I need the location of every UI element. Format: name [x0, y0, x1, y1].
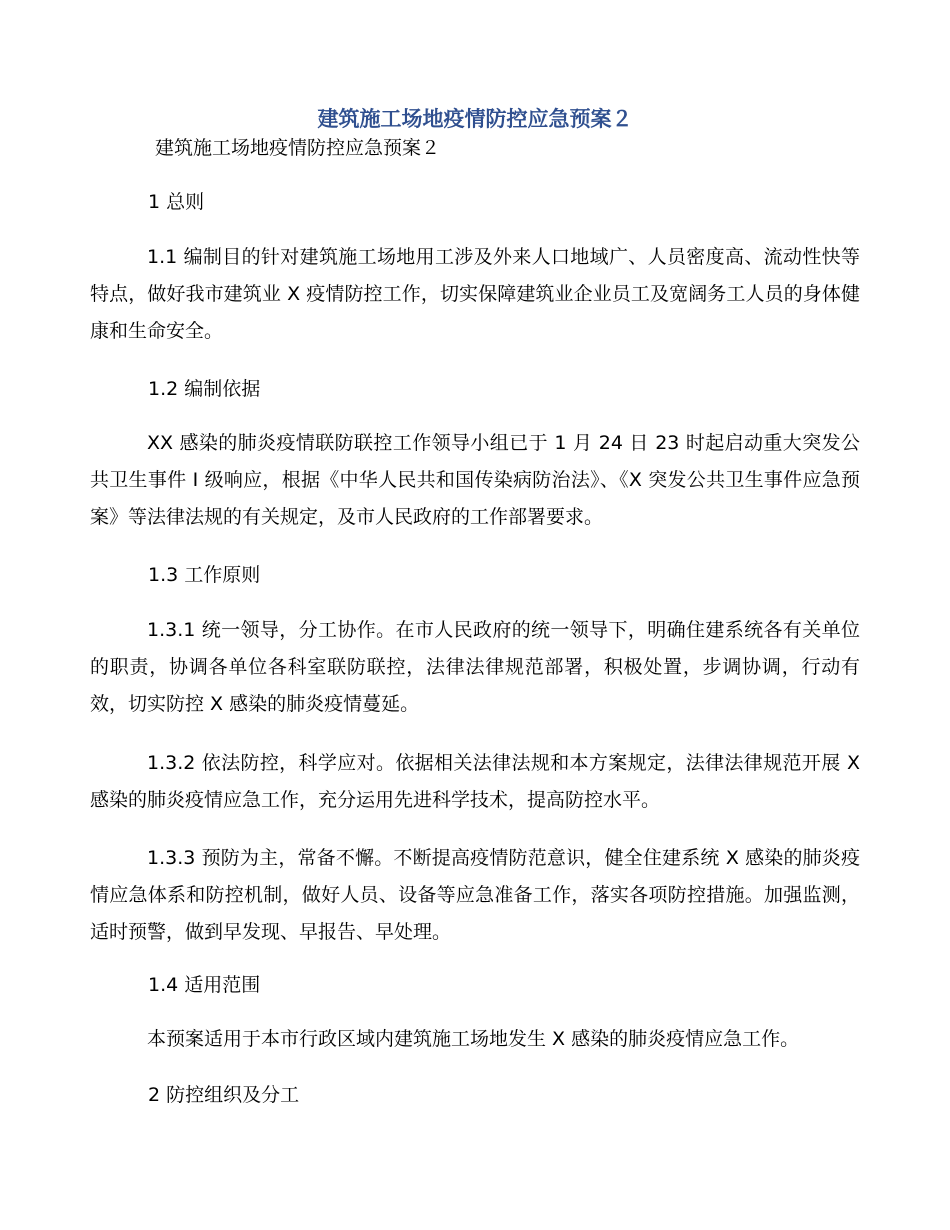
section-heading-general: 1 总则 [148, 191, 205, 213]
paragraph-principle-2: 1.3.2 依法防控，科学应对。依据相关法律法规和本方案规定，法律法律规范开展 X 感染的肺炎疫情应急工作，充分运用先进科学技术，提高防控水平。 [90, 752, 860, 811]
paragraph-purpose: 1.1 编制目的针对建筑施工场地用工涉及外来人口地域广、人员密度高、流动性快等特点，做好我市建筑业 X 疫情防控工作，切实保障建筑业企业员工及宽阔务工人员的身体健康和生命安全。 [90, 246, 860, 342]
document-subtitle: 建筑施工场地疫情防控应急预案２ [155, 137, 441, 159]
section-heading-scope: 1.4 适用范围 [148, 974, 261, 996]
paragraph-basis: XX 感染的肺炎疫情联防联控工作领导小组已于 1 月 24 日 23 时起启动重大突发公共卫生事件 I 级响应，根据《中华人民共和国传染病防治法》、《X 突发公共卫生事件应急预案》等法律法规的有关规定，及市人民政府的工作部署要求。 [90, 432, 860, 528]
section-heading-principles: 1.3 工作原则 [148, 564, 261, 586]
paragraph-principle-3: 1.3.3 预防为主，常备不懈。不断提高疫情防范意识，健全住建系统 X 感染的肺炎疫情应急体系和防控机制，做好人员、设备等应急准备工作，落实各项防控措施。加强监测，适时预警，做到早发现、早报告、早处理。 [90, 847, 860, 943]
paragraph-scope: 本预案适用于本市行政区域内建筑施工场地发生 X 感染的肺炎疫情应急工作。 [147, 1028, 800, 1050]
section-heading-basis: 1.2 编制依据 [148, 378, 261, 400]
document-title: 建筑施工场地疫情防控应急预案２ [317, 107, 633, 131]
paragraph-principle-1: 1.3.1 统一领导，分工协作。在市人民政府的统一领导下，明确住建系统各有关单位的职责，协调各单位各科室联防联控，法律法律规范部署，积极处置，步调协调，行动有效，切实防控 X 感染的肺炎疫情蔓延。 [90, 619, 860, 715]
section-heading-organization: 2 防控组织及分工 [148, 1084, 300, 1106]
